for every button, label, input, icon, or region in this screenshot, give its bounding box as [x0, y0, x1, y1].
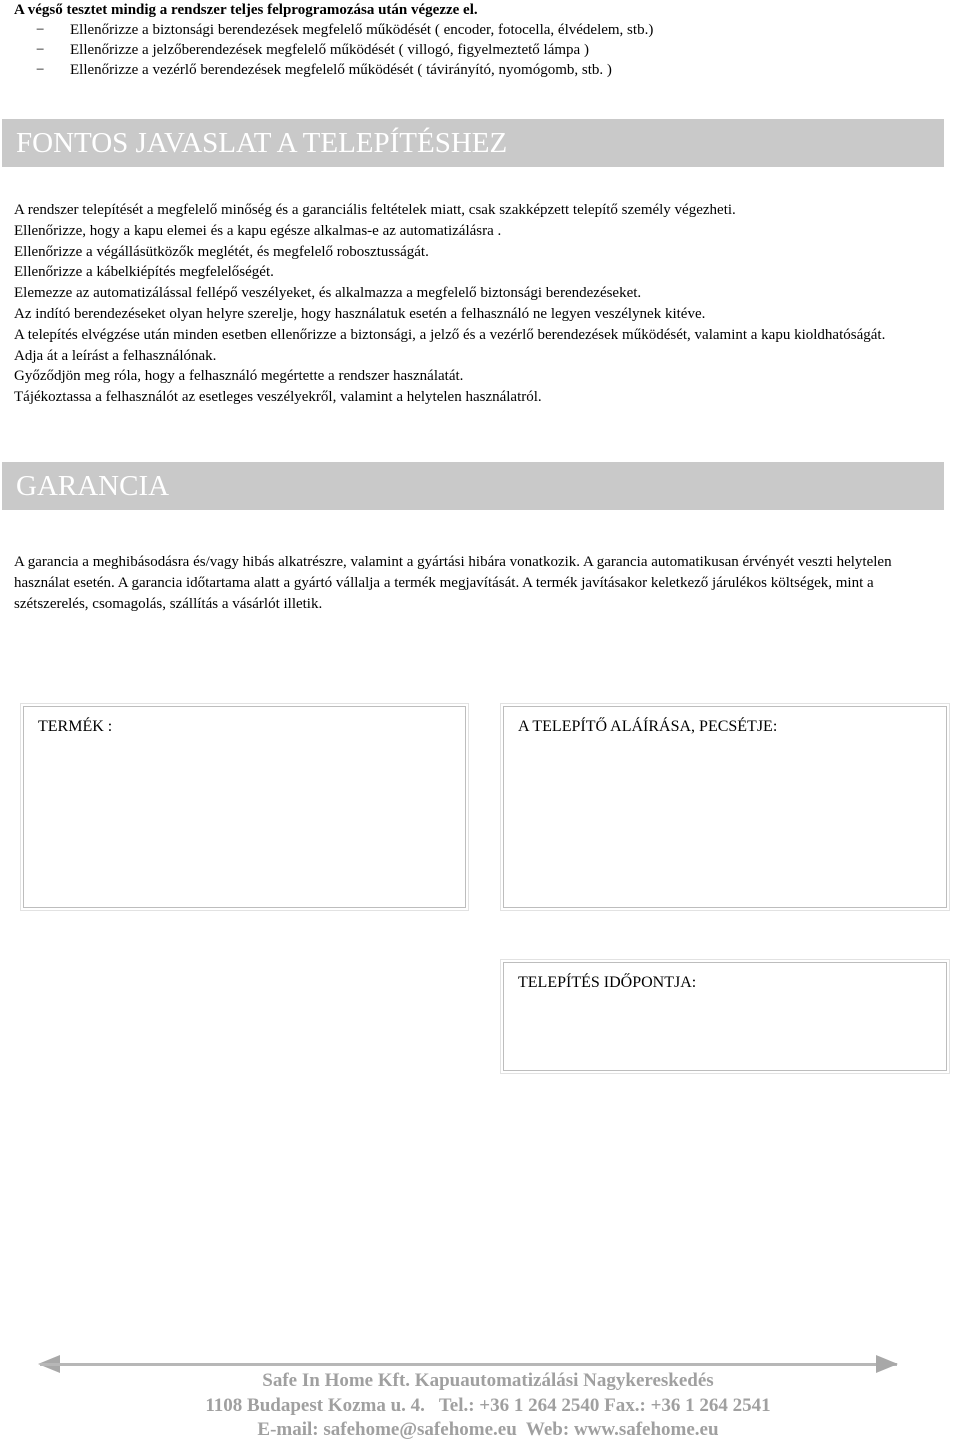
footer-address: 1108 Budapest Kozma u. 4. Tel.: +36 1 264 2540 Fax.: +36 1 264 2541: [205, 1394, 771, 1416]
recommendation-line: Elemezze az automatizálással fellépő veszélyeket, és alkalmazza a megfelelő biztonsági berendezéseket.: [14, 285, 642, 302]
recommendation-line: Ellenőrizze a végállásütközők meglétét, és megfelelő robosztusságát.: [14, 243, 429, 260]
installer-signature-label: A TELEPÍTŐ ALÁÍRÁSA, PECSÉTJE:: [518, 718, 778, 735]
recommendation-line: A rendszer telepítését a megfelelő minőség és a garanciális feltételek miatt, csak szakképzett telepítő személy végezheti.: [14, 202, 736, 218]
recommendation-line: Győződjön meg róla, hogy a felhasználó megértette a rendszer használatát.: [14, 368, 464, 385]
checklist-item-text: Ellenőrizze a biztonsági berendezések megfelelő működését ( encoder, fotocella, élvédelem, stb.): [70, 22, 654, 38]
installation-date-label: TELEPÍTÉS IDŐPONTJA:: [518, 974, 697, 991]
footer: [0, 1369, 960, 1443]
recommendation-line: Tájékoztassa a felhasználót az esetleges veszélyekről, valamint a helytelen használatról.: [14, 389, 542, 406]
footer-divider: [40, 1363, 897, 1366]
recommendation-line: Ellenőrizze a kábelkiépítés megfelelőségét.: [14, 264, 274, 281]
warranty-paragraph: A garancia a meghibásodásra és/vagy hibás alkatrészre, valamint a gyártási hibára vonatkozik. A garancia automatikusan érvényét veszti helytelen használat esetén. A garancia időtartama alatt a gyártó vállalja a termék megjavítását. A termék javításakor keletkező járulékos költségek, mint a szétszerelés, csomagolás, szállítás a vásárlót illetik.: [14, 554, 892, 612]
product-field-box[interactable]: [23, 706, 466, 908]
dash-bullet-icon: −: [36, 62, 45, 78]
dash-bullet-icon: −: [36, 22, 45, 38]
checklist-item: [36, 20, 653, 40]
checklist-item-text: Ellenőrizze a jelzőberendezések megfelelő működését ( villogó, figyelmeztető lámpa ): [70, 42, 589, 58]
recommendation-line: Adja át a leírást a felhasználónak.: [14, 347, 217, 364]
footer-contact: E-mail: safehome@safehome.eu Web: www.safehome.eu: [257, 1419, 719, 1440]
installation-date-box[interactable]: [503, 962, 947, 1071]
checklist-item-text: Ellenőrizze a vezérlő berendezések megfelelő működését ( távirányító, nyomógomb, stb. ): [70, 62, 612, 78]
footer-company: Safe In Home Kft. Kapuautomatizálási Nagykereskedés: [262, 1370, 714, 1391]
product-field-label: TERMÉK :: [38, 718, 113, 735]
recommendation-line: Az indító berendezéseket olyan helyre szerelje, hogy használatuk esetén a felhasználó ne legyen veszélynek kitéve.: [14, 305, 706, 322]
intro-checklist: [36, 20, 653, 80]
dash-bullet-icon: −: [36, 42, 45, 58]
recommendation-line: Ellenőrizze, hogy a kapu elemei és a kapu egésze alkalmas-e az automatizálásra .: [14, 222, 502, 239]
checklist-item: [36, 40, 653, 60]
install-recommendations: [14, 200, 949, 408]
warranty-text: [14, 552, 949, 614]
intro-title: A végső tesztet mindig a rendszer teljes felprogramozása után végezze el.: [14, 2, 478, 18]
section-heading-warranty: GARANCIA: [2, 462, 944, 510]
installer-signature-box[interactable]: [503, 706, 947, 908]
checklist-item: [36, 60, 653, 80]
recommendation-line: A telepítés elvégzése után minden esetben ellenőrizze a biztonsági, a jelző és a vezérlő berendezések működését, valamint a kapu kioldhatóságát.: [14, 326, 886, 343]
section-heading-install: FONTOS JAVASLAT A TELEPÍTÉSHEZ: [2, 119, 944, 167]
